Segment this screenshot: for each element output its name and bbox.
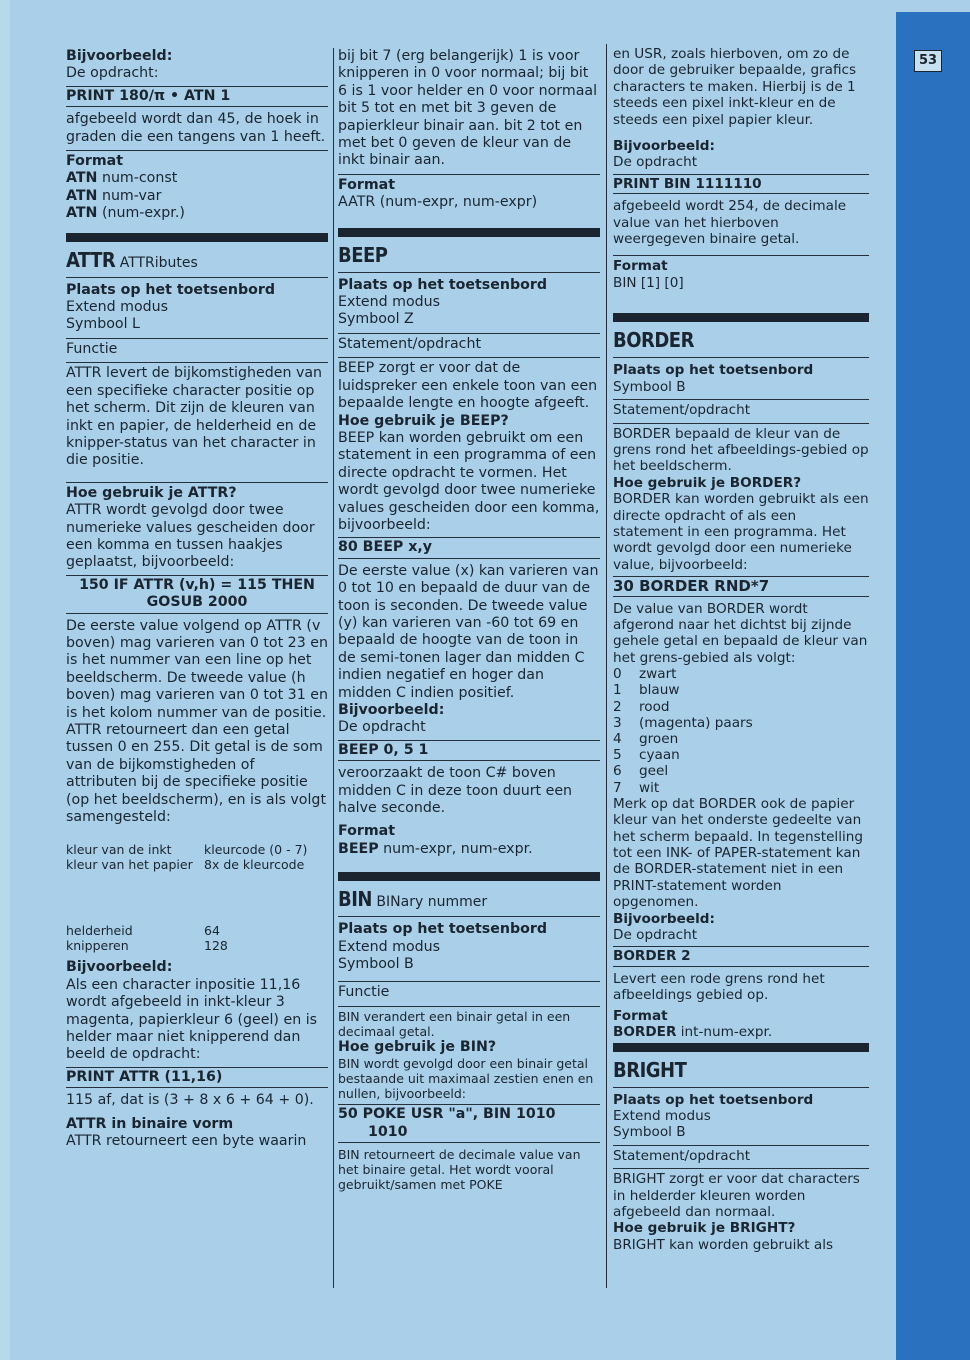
- attr-example-heading: Bijvoorbeeld:: [66, 959, 173, 976]
- beep-keyboard-heading: Plaats op het toetsenbord: [338, 276, 548, 293]
- continued-text: en USR, zoals hierboven, om zo de door de gebruiker bepaalde, grafics characters te maken. Hierbij is de 1 steeds een pixel inkt-kleur en de steeds een pixel papier kleur.: [613, 46, 857, 128]
- border-note: Merk op dat BORDER ook de papier kleur van het onderste gedeelte van het scherm bepaald. In tegenstelling tot een INK- of PAPER-statement kan de BORDER-statement niet in een PRINT-statement worden opgenomen.: [613, 795, 864, 911]
- beep-keyboard-line-2: Symbool Z: [338, 311, 414, 328]
- bin-keyboard-line-2: Symbool B: [338, 956, 414, 973]
- beep-explanation: De eerste value (x) kan varieren van 0 tot 10 en bepaald de duur van de toon is seconden. De tweede value (y) kan varieren van -60 tot 69 en bepaald de hoogte van de toon in de semi-tonen lager dan midden C indien negatief en hoger dan midden C indien positief.: [338, 562, 599, 701]
- beep-example-text: veroorzaakt de toon C# boven midden C in deze toon duurt een halve seconde.: [338, 765, 573, 817]
- beep-keyboard-line-1: Extend modus: [338, 294, 441, 311]
- bin-keyboard-heading: Plaats op het toetsenbord: [338, 921, 548, 938]
- column-3: [613, 46, 869, 1253]
- attr-keyboard-line-1: Extend modus: [66, 299, 169, 316]
- beep-code: 80 BEEP x,y: [338, 537, 600, 558]
- bright-how-text: BRIGHT kan worden gebruikt als: [613, 1236, 834, 1253]
- border-example-heading: Bijvoorbeeld:: [613, 910, 715, 927]
- bin-how-text: BIN wordt gevolgd door een binair getal bestaande uit maximaal zestien enen en nullen, bijvoorbeeld:: [338, 1056, 594, 1102]
- bright-title: BRIGHT: [613, 1058, 869, 1088]
- page-edge: [0, 0, 10, 1360]
- border-example-text: Levert een rode grens rond het afbeeldings gebied op.: [613, 970, 825, 1004]
- beep-example-code: BEEP 0, 5 1: [338, 740, 600, 761]
- attr-how-heading: Hoe gebruik je ATTR?: [66, 482, 328, 502]
- border-format-line: BORDER int-num-expr.: [613, 1024, 773, 1041]
- bright-keyboard-line-1: Extend modus: [613, 1107, 711, 1124]
- format-heading: Format: [338, 174, 600, 194]
- beep-format-heading: Format: [338, 823, 395, 840]
- format-line-2: ATN num-var: [66, 187, 162, 204]
- example-code: PRINT BIN 1111110: [613, 174, 869, 194]
- border-statement-label: Statement/opdracht: [613, 399, 869, 418]
- format-line-3: ATN (num-expr.): [66, 205, 185, 222]
- attr-code: 150 IF ATTR (v,h) = 115 THEN GOSUB 2000: [66, 575, 328, 614]
- attr-description: ATTR levert de bijkomstigheden van een specifieke character positie op het scherm. Dit zijn de kleuren van inkt en papier, de helderheid en de knipper-status van het character in die positie.: [66, 362, 328, 469]
- border-explanation: De value van BORDER wordt afgerond naar het dichtst bij zijnde gehele getal en bepaald de kleur van het grens-gebied als volgt:: [613, 600, 868, 666]
- example-subheading: De opdracht: [613, 154, 698, 171]
- bright-statement-label: Statement/opdracht: [613, 1145, 869, 1164]
- border-color-list: 0 zwart 1 blauw 2 rood 3 (magenta) paars 4 groen 5 cyaan 6 geel 7 wit: [613, 666, 753, 796]
- format-text: BIN [1] [0]: [613, 274, 684, 291]
- attr-example-result: 115 af, dat is (3 + 8 x 6 + 64 + 0).: [66, 1092, 314, 1109]
- bin-code: 50 POKE USR "a", BIN 1010 1010: [338, 1104, 600, 1143]
- beep-format-line: BEEP num-expr, num-expr.: [338, 840, 533, 857]
- border-description: BORDER bepaald de kleur van de grens rond het afbeeldings-gebied op het beeldscherm.: [613, 423, 869, 475]
- attr-function-label: Functie: [66, 338, 328, 358]
- example-text: afgebeeld wordt 254, de decimale value van het hierboven weergegeven binaire getal.: [613, 198, 847, 248]
- beep-how-heading: Hoe gebruik je BEEP?: [338, 412, 509, 429]
- beep-title: BEEP: [338, 243, 600, 273]
- example-heading: Bijvoorbeeld:: [613, 138, 715, 155]
- format-heading: Format: [613, 255, 869, 274]
- beep-description: BEEP zorgt er voor dat de luidspreker een enkele toon van een bepaalde lengte en hoogte afgeeft.: [338, 357, 600, 412]
- bright-how-heading: Hoe gebruik je BRIGHT?: [613, 1220, 796, 1237]
- bright-description: BRIGHT zorgt er voor dat characters in helderder kleuren worden afgebeeld dan normaal.: [613, 1168, 869, 1220]
- column-1: [66, 48, 328, 1151]
- bin-keyboard-line-1: Extend modus: [338, 938, 441, 955]
- example-code: PRINT 180/π • ATN 1: [66, 86, 328, 107]
- beep-example-subheading: De opdracht: [338, 719, 426, 736]
- border-keyboard-heading: Plaats op het toetsenbord: [613, 362, 814, 379]
- attr-binary-heading: ATTR in binaire vorm: [66, 1115, 234, 1132]
- section-divider: [66, 233, 328, 242]
- bright-keyboard-heading: Plaats op het toetsenbord: [613, 1091, 814, 1108]
- bin-explanation: BIN retourneert de decimale value van het binaire getal. Het wordt vooral gebruikt/samen met POKE: [338, 1147, 581, 1193]
- attr-binary-text: ATTR retourneert een byte waarin: [66, 1133, 307, 1150]
- attr-table-1: kleur van de inkt kleurcode (0 - 7) kleur van het papier 8x de kleurcode: [66, 842, 308, 873]
- section-divider: [613, 1043, 869, 1052]
- column-rule-2: [606, 44, 607, 1288]
- border-how-heading: Hoe gebruik je BORDER?: [613, 474, 802, 491]
- attr-keyboard-heading: Plaats op het toetsenbord: [66, 281, 276, 298]
- border-example-code: BORDER 2: [613, 946, 869, 966]
- attr-title: ATTR ATTRibutes: [66, 248, 328, 278]
- side-tab-bar: [896, 12, 970, 1360]
- bright-keyboard-line-2: Symbool B: [613, 1124, 686, 1141]
- format-line-1: ATN num-const: [66, 170, 178, 187]
- beep-statement-label: Statement/opdracht: [338, 333, 600, 353]
- attr-table-2: helderheid 64 knipperen 128: [66, 923, 228, 954]
- section-divider: [613, 313, 869, 322]
- page-number: 53: [914, 50, 942, 72]
- section-divider: [338, 872, 600, 881]
- border-keyboard-line-1: Symbool B: [613, 378, 686, 395]
- border-how-text: BORDER kan worden gebruikt als een directe opdracht of als een statement in een programma. Het wordt gevolgd door een numerieke value, bijvoorbeeld:: [613, 491, 869, 573]
- bin-function-label: Functie: [338, 981, 600, 1001]
- example-subheading: De opdracht:: [66, 65, 159, 82]
- format-text: AATR (num-expr, num-expr): [338, 194, 538, 211]
- bin-description: BIN verandert een binair getal in een decimaal getal.: [338, 1006, 600, 1039]
- border-title: BORDER: [613, 328, 869, 358]
- attr-example-text: Als een character inpositie 11,16 wordt afgebeeld in inkt-kleur 3 magenta, papierkleur 6 (geel) en is helder maar niet knipperend dan beeld de opdracht:: [66, 976, 318, 1063]
- beep-example-heading: Bijvoorbeeld:: [338, 702, 445, 718]
- border-format-heading: Format: [613, 1007, 668, 1024]
- example-heading: Bijvoorbeeld:: [66, 48, 173, 64]
- column-2: [338, 48, 600, 1192]
- bin-title: BIN BINary nummer: [338, 887, 600, 917]
- border-code: 30 BORDER RND*7: [613, 576, 869, 596]
- bin-how-heading: Hoe gebruik je BIN?: [338, 1038, 497, 1055]
- section-divider: [338, 228, 600, 237]
- attr-example-code: PRINT ATTR (11,16): [66, 1067, 328, 1088]
- beep-how-text: BEEP kan worden gebruikt om een statement in een programma of een directe opdracht te vormen. Het wordt gevolgd door twee numerieke values gescheiden door een komma, bijvoorbeeld:: [338, 429, 600, 533]
- example-text: afgebeeld wordt dan 45, de hoek in graden die een tangens van 1 heeft.: [66, 111, 326, 145]
- format-heading: Format: [66, 150, 328, 170]
- column-rule-1: [333, 48, 334, 1288]
- border-example-subheading: De opdracht: [613, 927, 698, 944]
- attr-keyboard-line-2: Symbool L: [66, 316, 140, 333]
- attr-explanation: De eerste value volgend op ATTR (v boven) mag varieren van 0 tot 23 en is het nummer van een line op het beeldscherm. De tweede value (h boven) mag varieren van 0 tot 31 en is het kolom nummer van de positie. ATTR retourneert dan een getal tussen 0 en 255. Dit getal is de som van de bijkomstigheden of attributen bij de specifieke positie (op het beeldscherm), en is als volgt samengesteld:: [66, 617, 328, 826]
- attr-how-text: ATTR wordt gevolgd door twee numerieke values gescheiden door een komma en tussen haakjes geplaatst, bijvoorbeeld:: [66, 502, 315, 571]
- continued-text: bij bit 7 (erg belangerijk) 1 is voor knipperen in 0 voor normaal; bij bit 6 is 1 voor helder en 0 voor normaal bit 5 tot en met bit 3 geven de papierkleur binair aan. bit 2 tot en met bet 0 geven de kleur van de inkt binair aan.: [338, 48, 598, 169]
